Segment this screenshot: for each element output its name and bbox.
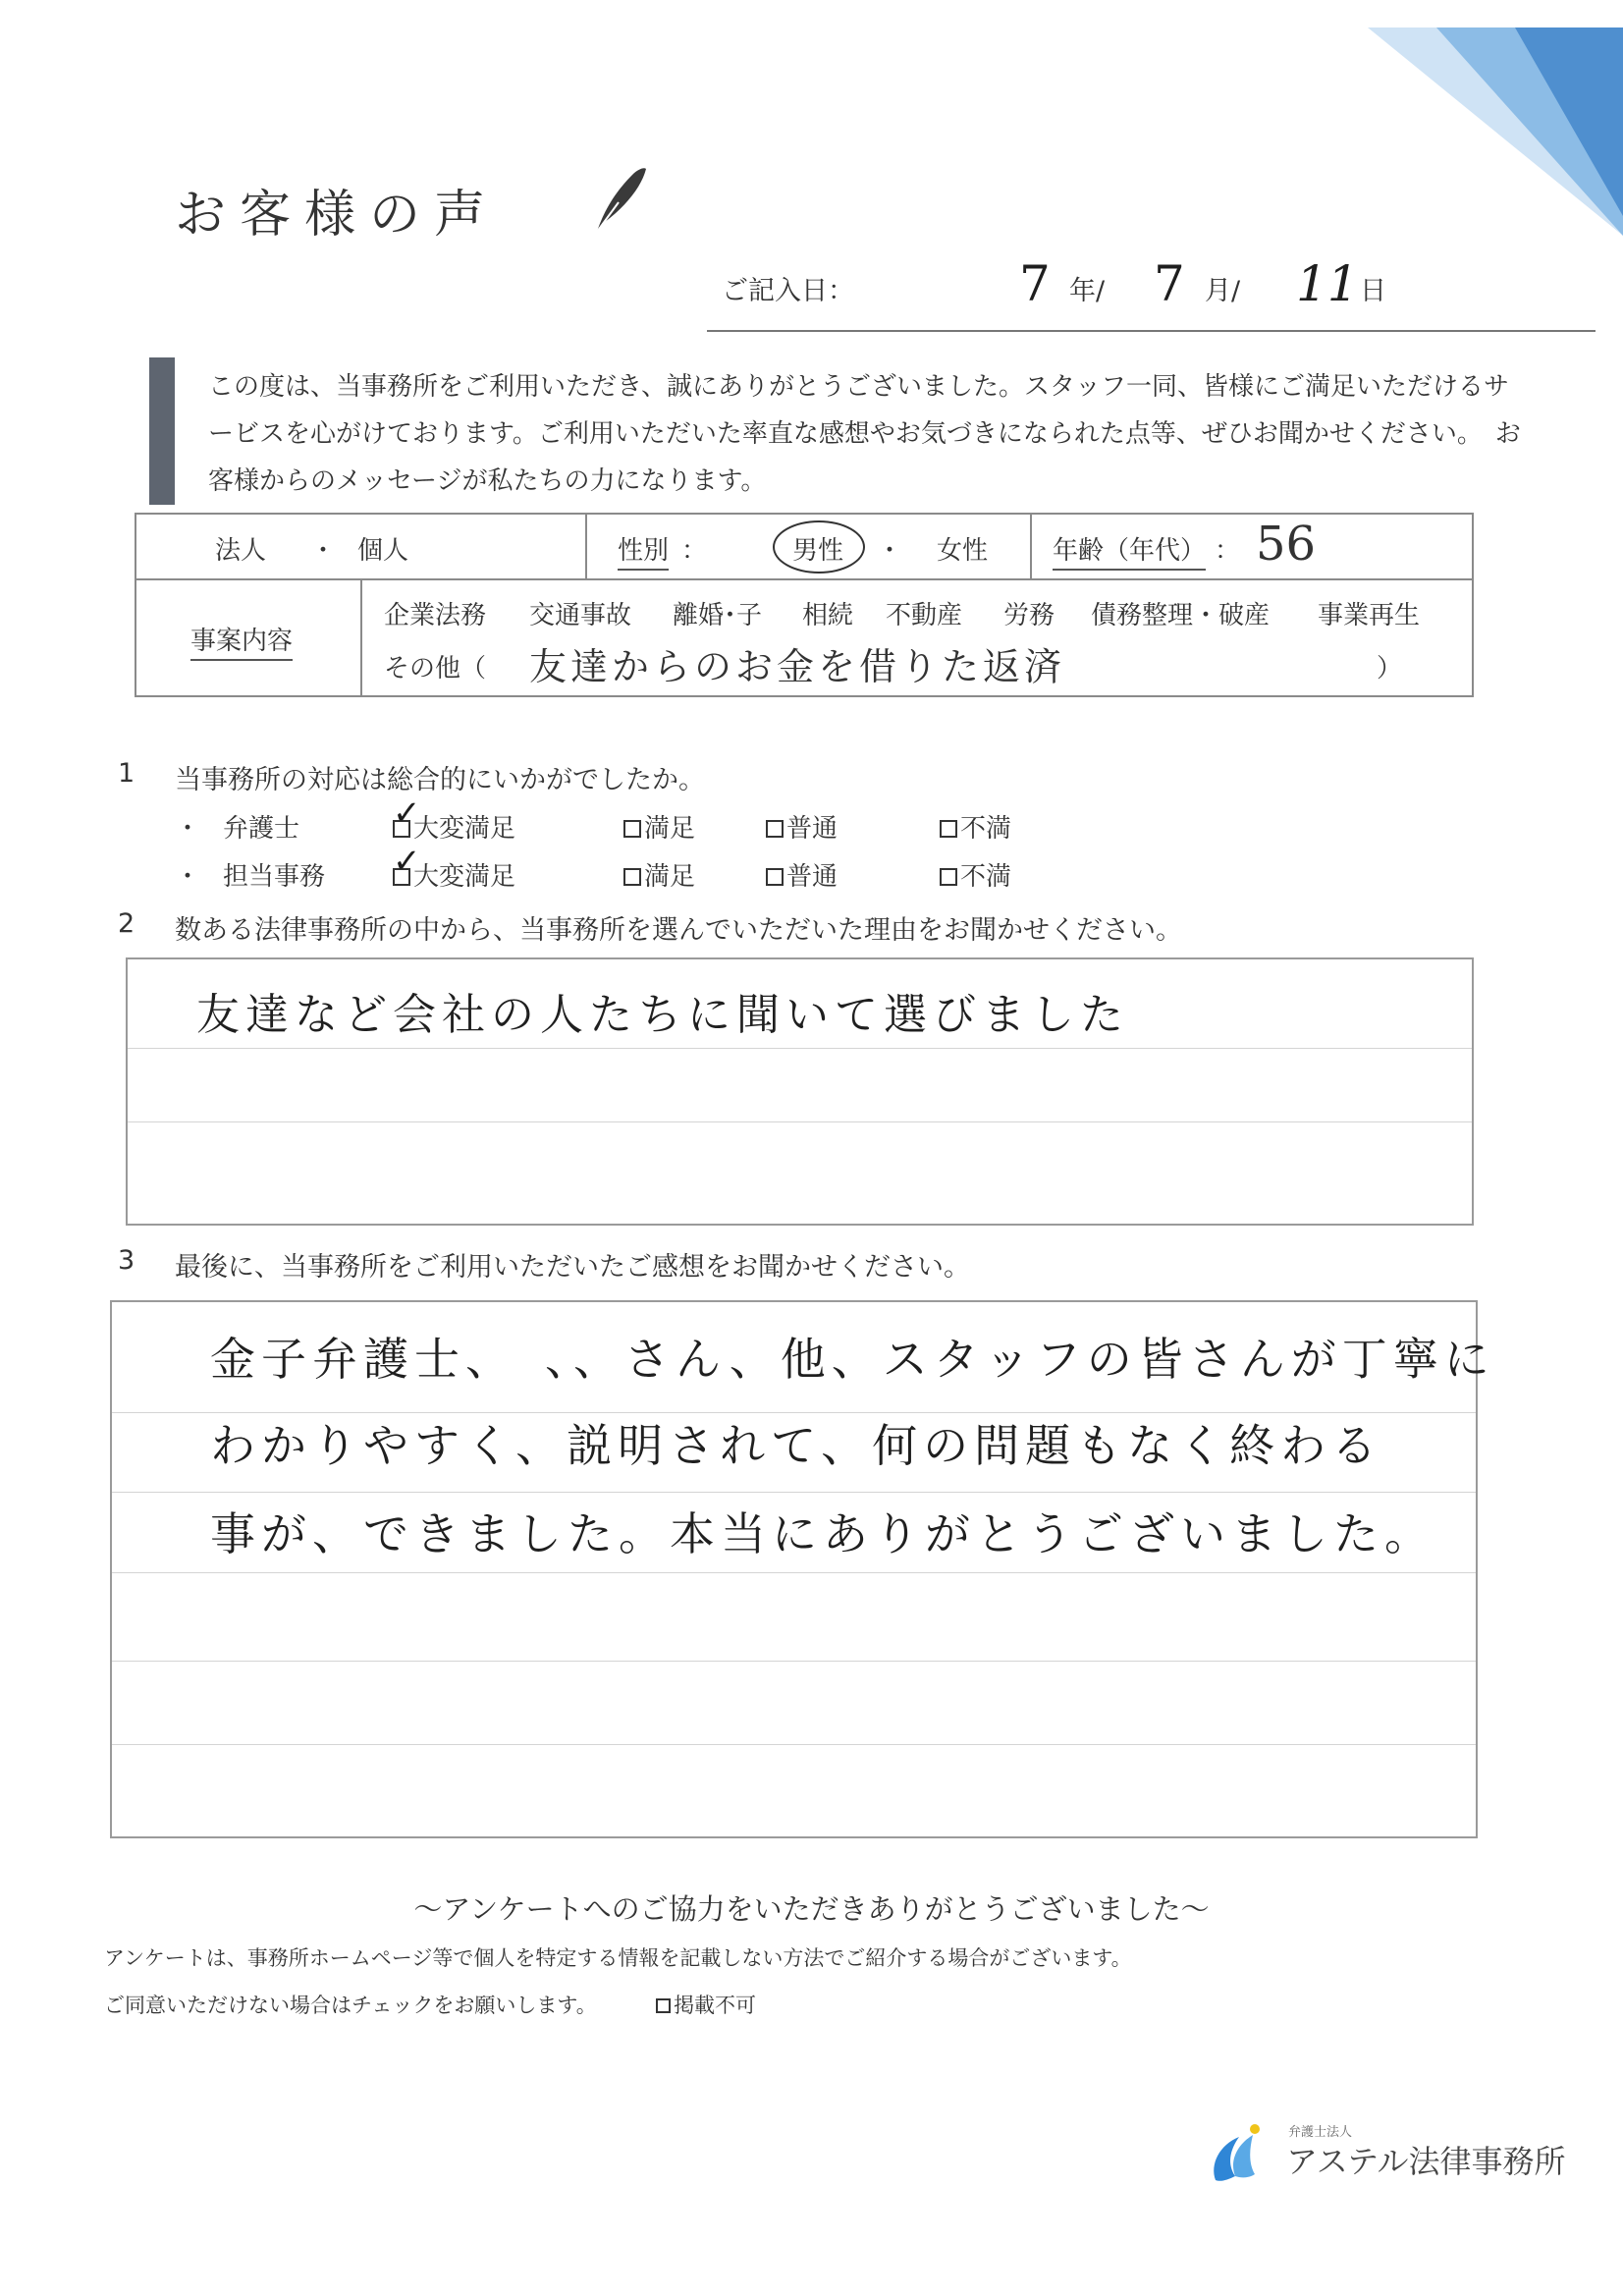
intro-text: この度は、当事務所をご利用いただき、誠にありがとうございました。スタッフ一同、皆様にご満足いただけるサービスを心がけております。ご利用いただいた率直な感想やお気づきになられた点等、ぜひお聞かせください。 お客様からのメッセージが私たちの力になります。 (208, 372, 1521, 496)
q1-row1-opt1[interactable]: 大変満足 (393, 808, 515, 845)
day-unit: 日 (1360, 276, 1386, 306)
day-value: 11 (1296, 255, 1359, 312)
month-value: 7 (1154, 255, 1185, 312)
date-underline (707, 330, 1596, 332)
case-type-divorce: 離婚･子 (673, 601, 763, 630)
q2-answer: 友達など会社の人たちに聞いて選びました (196, 990, 1129, 1040)
feather-icon (589, 165, 648, 236)
checkbox[interactable] (766, 868, 784, 886)
case-type-real-estate: 不動産 (886, 601, 963, 630)
checkbox[interactable] (940, 820, 957, 838)
q2-number: 2 (118, 908, 135, 939)
table-divider (360, 578, 362, 697)
other-label: その他（ (384, 654, 487, 683)
q3-number: 3 (118, 1245, 135, 1276)
consent-note: ご同意いただけない場合はチェックをお願いします。 (104, 1994, 597, 2017)
age-label: 年齢（年代） (1053, 530, 1206, 571)
age-value: 56 (1256, 517, 1317, 572)
q3-answer-line-3: 事が、できました。本当にありがとうございました。 (210, 1507, 1435, 1560)
month-unit: 月/ (1205, 276, 1241, 306)
q1-row1-label: 弁護士 (223, 814, 300, 844)
q2-question: 数ある法律事務所の中から、当事務所を選んでいただいた理由をお聞かせください。 (175, 915, 1182, 946)
year-value: 7 (1019, 255, 1051, 312)
case-type-inheritance: 相続 (802, 601, 854, 630)
page-title: お客様の声 (175, 186, 500, 245)
table-divider (1030, 515, 1032, 578)
case-type-corporate: 企業法務 (384, 601, 487, 630)
check-mark: ✓ (393, 793, 421, 833)
q2-answer-box (126, 957, 1474, 1226)
q1-row1-opt2[interactable]: 満足 (623, 808, 695, 845)
ruled-line (112, 1492, 1476, 1493)
q1-row1-bullet: ・ (175, 814, 201, 844)
gender-colon: ： (681, 536, 708, 566)
checkbox[interactable] (623, 868, 641, 886)
q1-row2-opt3[interactable]: 普通 (766, 856, 838, 893)
type-individual: 個人 (357, 536, 409, 566)
gender-label: 性別 (618, 530, 669, 571)
case-type-traffic: 交通事故 (529, 601, 632, 630)
q1-row2-opt1[interactable]: 大変満足 (393, 856, 515, 893)
checkbox[interactable] (940, 868, 957, 886)
corner-decoration (1328, 0, 1623, 236)
gender-selected-circle (773, 520, 865, 574)
q3-answer-line-2: わかりやすく、説明されて、何の問題もなく終わる (210, 1419, 1383, 1472)
logo-name: アステル法律事務所 (1286, 2143, 1566, 2180)
q3-answer-line-1: 金子弁護士、 、、さん、他、スタッフの皆さんが丁寧に (210, 1333, 1495, 1386)
other-value: 友達からのお金を借りた返済 (529, 645, 1066, 688)
q1-row1-opt4[interactable]: 不満 (940, 808, 1011, 845)
checkbox[interactable] (623, 820, 641, 838)
type-separator: ・ (310, 536, 337, 566)
firm-logo (1206, 2121, 1566, 2200)
q1-question: 当事務所の対応は総合的にいかがでしたか。 (175, 765, 705, 795)
q1-row2-opt2[interactable]: 満足 (623, 856, 695, 893)
ruled-line (128, 1121, 1472, 1122)
q3-question: 最後に、当事務所をご利用いただいたご感想をお聞かせください。 (175, 1252, 970, 1283)
intro-accent-bar (149, 357, 175, 505)
table-divider (585, 515, 587, 578)
ruled-line (112, 1572, 1476, 1573)
table-divider (136, 578, 1472, 580)
q3-answer-box (110, 1300, 1495, 1838)
q1-row2-bullet: ・ (175, 862, 201, 892)
date-label: ご記入日： (722, 276, 854, 306)
type-corporate: 法人 (215, 536, 267, 566)
no-publish-option[interactable]: 掲載不可 (656, 1990, 756, 2019)
ruled-line (112, 1661, 1476, 1662)
ruled-line (128, 1048, 1472, 1049)
ruled-line (112, 1744, 1476, 1745)
no-publish-checkbox[interactable] (656, 1998, 671, 2013)
case-type-rehab: 事業再生 (1318, 601, 1421, 630)
q1-row2-opt4[interactable]: 不満 (940, 856, 1011, 893)
case-label: 事案内容 (190, 621, 293, 661)
q1-row2-label: 担当事務 (223, 862, 326, 892)
thanks-message: ～アンケートへのご協力をいただきありがとうございました～ (413, 1892, 1210, 1926)
year-unit: 年/ (1069, 276, 1106, 306)
logo-subtitle: 弁護士法人 (1288, 2125, 1353, 2140)
q1-number: 1 (118, 758, 135, 789)
logo-mark-icon (1206, 2121, 1276, 2192)
age-colon: ： (1215, 536, 1241, 566)
checkbox[interactable] (766, 820, 784, 838)
publication-note: アンケートは、事務所ホームページ等で個人を特定する情報を記載しない方法でご紹介する場合がございます。 (104, 1946, 1132, 1970)
check-mark: ✓ (393, 842, 421, 881)
info-table (135, 513, 1474, 697)
case-type-debt: 債務整理・破産 (1091, 601, 1271, 630)
gender-separator: ・ (877, 536, 903, 566)
gender-female: 女性 (937, 536, 989, 566)
other-close: ） (1377, 654, 1403, 683)
case-type-labor: 労務 (1003, 601, 1055, 630)
q1-row1-opt3[interactable]: 普通 (766, 808, 838, 845)
gender-male: 男性 (792, 536, 844, 566)
